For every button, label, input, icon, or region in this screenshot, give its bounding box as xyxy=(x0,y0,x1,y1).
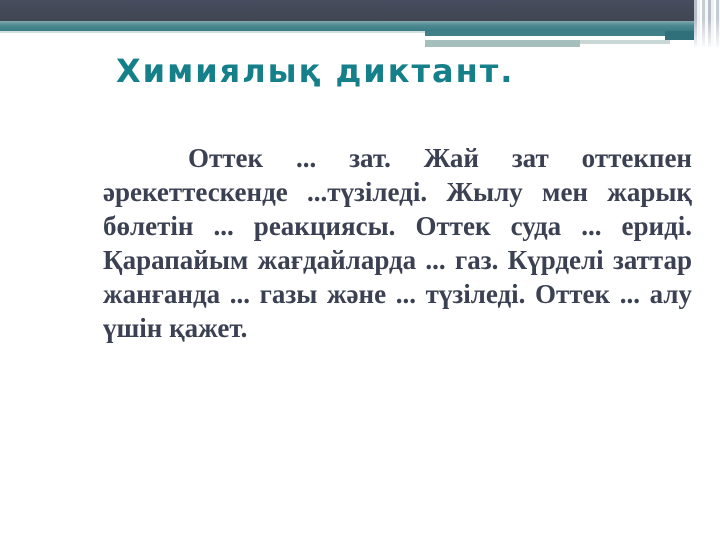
slide-title: Химиялық диктант. xyxy=(116,52,515,90)
slide-body xyxy=(103,141,692,345)
header-pale-line xyxy=(0,31,425,34)
header-dark-bar xyxy=(0,0,695,22)
body-line: Оттек ... зат. Жай зат оттекпен xyxy=(188,143,692,173)
body-line: жанғанда ... газы және ... түзіледі. Оттек ... алу xyxy=(103,279,692,309)
body-line: үшін қажет. xyxy=(103,313,248,343)
body-line: әрекеттескенде ...түзіледі. Жылу мен жарық xyxy=(103,177,692,207)
body-line: бөлетін ... реакциясы. Оттек суда ... ериді. xyxy=(103,211,692,241)
body-line: Қарапайым жағдайларда ... газ. Күрделі заттар xyxy=(103,245,692,275)
header-sage-stripe-light xyxy=(580,40,670,45)
header-teal-stripe xyxy=(425,31,665,37)
header-teal-bar xyxy=(0,21,694,31)
corner-vertical-stripes xyxy=(694,0,720,47)
header-sage-stripe xyxy=(425,40,580,48)
